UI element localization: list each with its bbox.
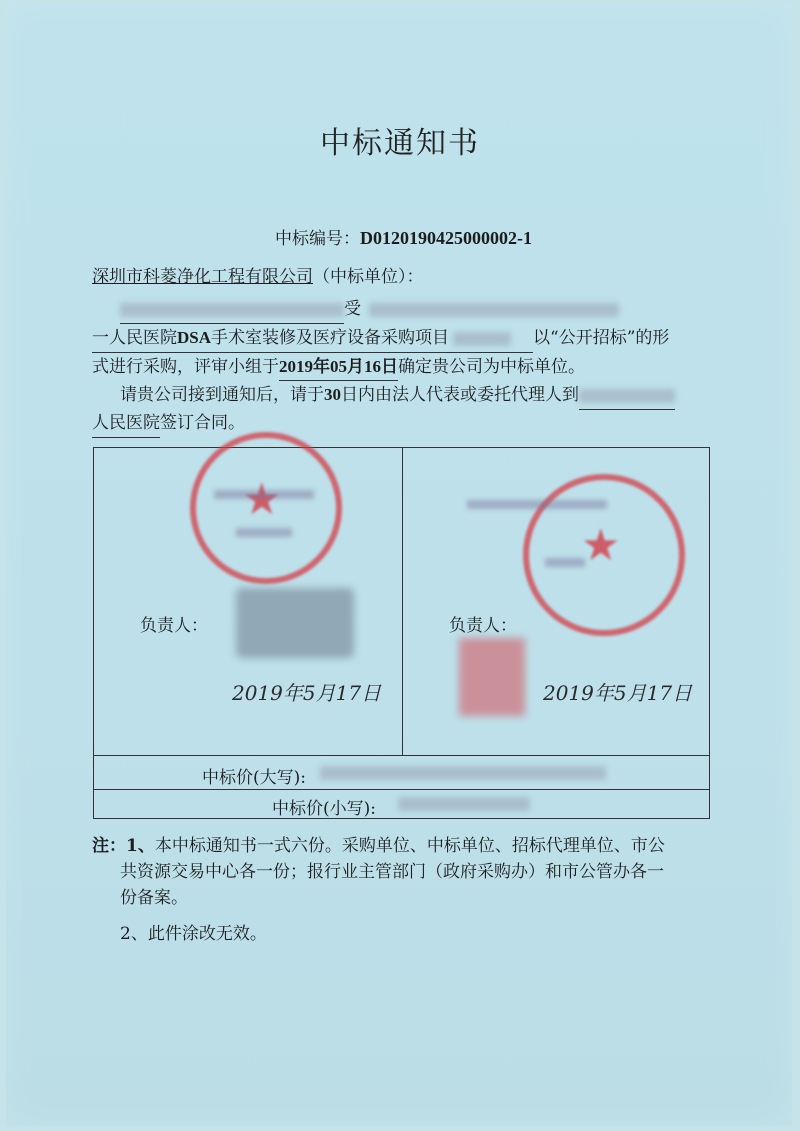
hospital-name: 人民医院 [92, 410, 160, 438]
agency-date: 2019年5月17日 [543, 681, 693, 705]
paragraph-1-line-2 [92, 324, 712, 353]
agency-cell [403, 448, 709, 755]
note-1-line-2: 共资源交易中心各一份；报行业主管部门（政府采购办）和市公管办各一 [120, 862, 664, 882]
redacted-entrust [369, 303, 619, 317]
paragraph-2-line-1: 请贵公司接到通知后，请于30日内由法人代表或委托代理人到 [92, 381, 712, 410]
price-lower-label: 中标价(小写): [272, 799, 376, 819]
redacted-price-upper [320, 766, 606, 780]
winner-suffix: （中标单位）： [313, 267, 424, 287]
redacted-hospital [579, 382, 675, 410]
bid-number-line [275, 224, 532, 249]
purchaser-signature [236, 588, 354, 658]
purchaser-responsible-label: 负责人： [140, 616, 208, 636]
note-1-line-3: 份备案。 [120, 888, 188, 908]
price-upper-row [94, 755, 709, 790]
paragraph-2-line-2: 人民医院签订合同。 [92, 410, 712, 438]
purchaser-date: 2019年5月17日 [232, 681, 382, 705]
notes-section [92, 833, 712, 947]
note-2: 2、此件涂改无效。 [120, 924, 267, 944]
purchaser-seal: ★ [190, 432, 342, 584]
paragraph-1-line-3: 式进行采购，评审小组于2019年05月16日确定贵公司为中标单位。 [92, 353, 712, 381]
paragraph-1 [92, 296, 712, 438]
note-1-line-1: 注：1、本中标通知书一式六份。采购单位、中标单位、招标代理单位、市公 [92, 836, 665, 856]
price-upper-label: 中标价(大写): [202, 768, 306, 788]
bid-number: D0120190425000002-1 [360, 228, 532, 248]
project-name: 一人民医院DSA手术室装修及医疗设备采购项目 [92, 324, 533, 353]
agency-seal: ★ [523, 474, 685, 636]
paragraph-1-line-1 [92, 296, 712, 324]
winner-company: 深圳市科菱净化工程有限公司 [92, 267, 313, 287]
price-lower-row [94, 789, 709, 819]
receive-text: 受 [344, 299, 361, 319]
sign-days: 30 [324, 385, 341, 404]
redacted-price-lower [398, 797, 530, 811]
purchaser-cell [94, 448, 403, 755]
agency-responsible-label: 负责人： [449, 616, 517, 636]
procurement-method: 以“公开招标”的形 [533, 328, 670, 348]
agency-personal-stamp [459, 638, 525, 716]
signature-table [93, 447, 710, 819]
bid-number-label: 中标编号： [275, 229, 360, 249]
review-date: 2019年05月16日 [279, 353, 398, 381]
winner-line [92, 262, 424, 287]
document-title: 中标通知书 [320, 126, 480, 161]
redacted-purchaser [120, 296, 344, 324]
